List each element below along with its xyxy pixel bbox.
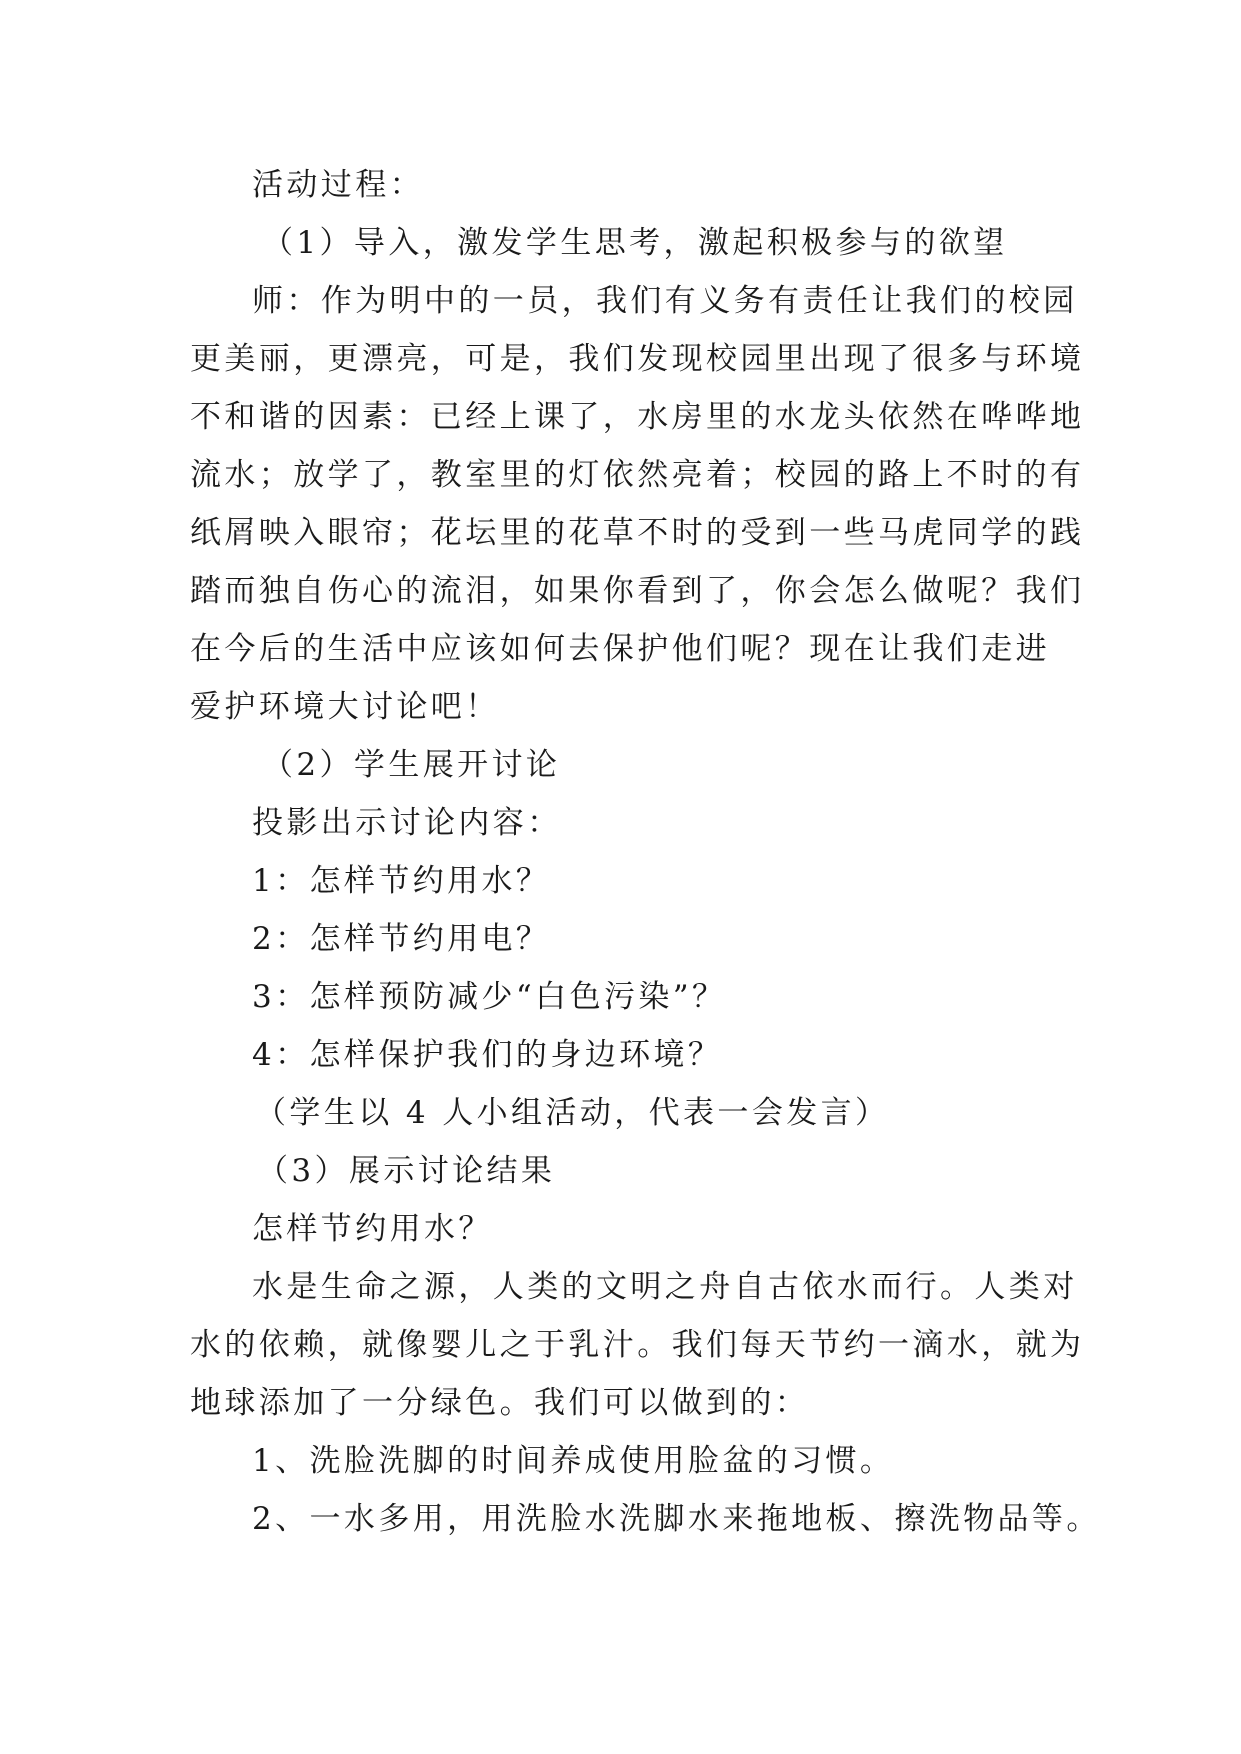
- paragraph-line: 纸屑映入眼帘；花坛里的花草不时的受到一些马虎同学的践: [190, 515, 1085, 551]
- list-item: 3：怎样预防减少“白色污染”？: [252, 979, 727, 1015]
- paragraph-line: 不和谐的因素：已经上课了，水房里的水龙头依然在哗哗地: [190, 399, 1085, 435]
- paragraph-line: 流水；放学了，教室里的灯依然亮着；校园的路上不时的有: [190, 457, 1085, 493]
- paragraph-line: 爱护环境大讨论吧！: [190, 689, 500, 725]
- paragraph-line: 地球添加了一分绿色。我们可以做到的：: [190, 1385, 810, 1421]
- list-item: 2、一水多用，用洗脸水洗脚水来拖地板、擦洗物品等。: [252, 1501, 1101, 1537]
- paragraph-line: 踏而独自伤心的流泪，如果你看到了，你会怎么做呢？我们: [190, 573, 1085, 609]
- note-line: （学生以 4 人小组活动，代表一会发言）: [255, 1095, 890, 1131]
- list-item: 2：怎样节约用电？: [252, 921, 551, 957]
- list-item: 4：怎样保护我们的身边环境？: [252, 1037, 723, 1073]
- paragraph-line: 水是生命之源，人类的文明之舟自古依水而行。人类对: [252, 1269, 1078, 1305]
- list-item: 1、洗脸洗脚的时间养成使用脸盆的习惯。: [252, 1443, 895, 1479]
- paragraph-line: 师：作为明中的一员，我们有义务有责任让我们的校园: [252, 283, 1078, 319]
- paragraph-line: 水的依赖，就像婴儿之于乳汁。我们每天节约一滴水，就为: [190, 1327, 1085, 1363]
- paragraph-line: 更美丽，更漂亮，可是，我们发现校园里出现了很多与环境: [190, 341, 1085, 377]
- paragraph-line: 投影出示讨论内容：: [252, 805, 562, 841]
- list-item: 1：怎样节约用水？: [252, 863, 551, 899]
- subheading: 怎样节约用水？: [252, 1211, 493, 1247]
- step-heading: （2）学生展开讨论: [262, 747, 561, 783]
- step-heading: （1）导入，激发学生思考，激起积极参与的欲望: [262, 225, 1008, 261]
- paragraph-line: 在今后的生活中应该如何去保护他们呢？现在让我们走进: [190, 631, 1050, 667]
- section-heading: 活动过程：: [252, 167, 424, 203]
- step-heading: （3）展示讨论结果: [257, 1153, 556, 1189]
